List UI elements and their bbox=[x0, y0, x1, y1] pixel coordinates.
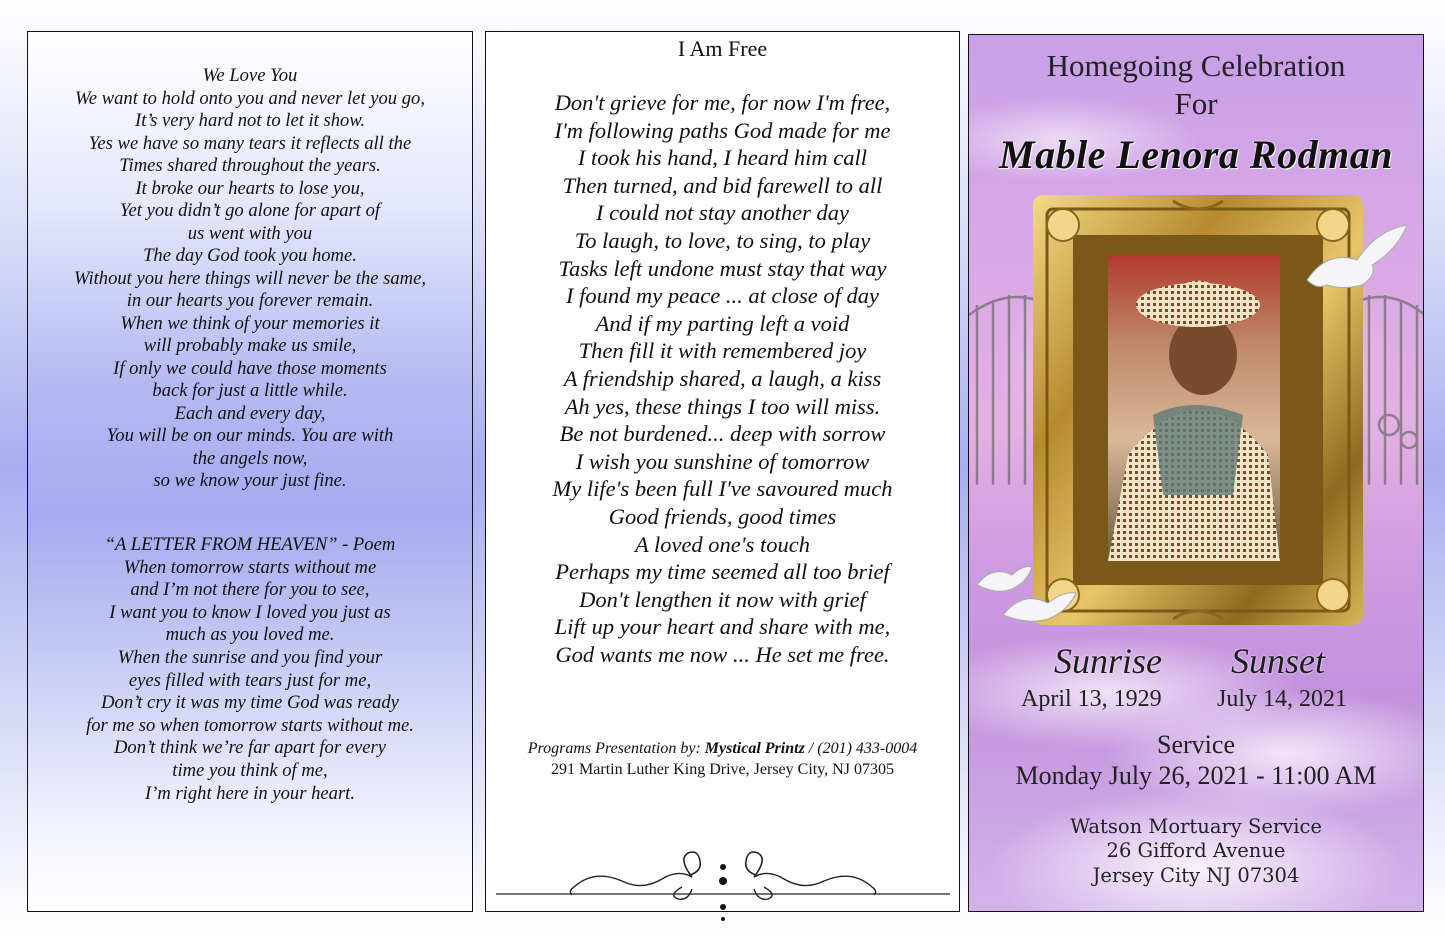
poem-line: the angels now, bbox=[192, 447, 308, 469]
dove-icon bbox=[1287, 220, 1417, 310]
poem-line: I took his hand, I heard him call bbox=[577, 145, 868, 171]
poem-line: I’m right here in your heart. bbox=[144, 782, 355, 804]
poem-line: Don’t cry it was my time God was ready bbox=[101, 692, 399, 714]
poem-line: Tasks left undone must stay that way bbox=[558, 255, 887, 281]
sunrise-label: Sunrise bbox=[1054, 641, 1162, 681]
poem-line: Times shared throughout the years. bbox=[119, 155, 381, 176]
cover-panel bbox=[968, 34, 1424, 912]
poem-line: I'm following paths God made for me bbox=[554, 117, 891, 143]
poem-line: We Love You bbox=[202, 65, 298, 86]
poem-line: To laugh, to love, to sing, to play bbox=[574, 227, 871, 253]
poem-line: eyes filled with tears just for me, bbox=[128, 669, 372, 691]
flourish-divider-icon bbox=[492, 847, 952, 927]
poem-line: God wants me now ... He set me free. bbox=[555, 641, 890, 667]
heading: Homegoing Celebration bbox=[1046, 48, 1346, 83]
poem-line: When tomorrow starts without me bbox=[123, 556, 377, 578]
poem-line: A loved one's touch bbox=[635, 531, 810, 557]
poem-line: for me so when tomorrow starts without me. bbox=[86, 714, 414, 736]
poem-line: Perhaps my time seemed all too brief bbox=[555, 559, 890, 585]
i-am-free-poem bbox=[486, 89, 959, 668]
poem-line: us went with you bbox=[187, 222, 313, 244]
heading-for: For bbox=[1174, 86, 1218, 121]
poem-line: Be not burdened... deep with sorrow bbox=[559, 421, 886, 447]
poem-line: I found my peace ... at close of day bbox=[565, 283, 880, 309]
service-datetime: Monday July 26, 2021 - 11:00 AM bbox=[1015, 761, 1377, 790]
poem-line: back for just a little while. bbox=[152, 380, 348, 401]
poem-line: Yet you didn’t go alone for apart of bbox=[119, 200, 381, 221]
poem-line: Then fill it with remembered joy bbox=[578, 338, 867, 364]
letter-from-heaven-poem bbox=[28, 534, 472, 805]
credits-prefix: Programs Presentation by: bbox=[527, 740, 705, 757]
death-date: July 14, 2021 bbox=[1217, 686, 1348, 712]
poem-line: much as you loved me. bbox=[165, 624, 335, 646]
poem-line: And if my parting left a void bbox=[595, 310, 850, 336]
portrait-photo bbox=[1108, 255, 1280, 561]
poem-line: The day God took you home. bbox=[143, 245, 357, 266]
poem-line: I want you to know I loved you just as bbox=[109, 601, 391, 623]
poem-line: Good friends, good times bbox=[608, 503, 837, 529]
we-love-you-poem bbox=[28, 65, 472, 493]
poem-line: It’s very hard not to let it show. bbox=[135, 110, 365, 131]
venue-name: Watson Mortuary Service bbox=[1070, 815, 1322, 838]
venue-city: Jersey City NJ 07304 bbox=[1092, 864, 1300, 887]
poem-line: Don't grieve for me, for now I'm free, bbox=[554, 90, 891, 115]
credits-address: 291 Martin Luther King Drive, Jersey City, NJ 07305 bbox=[551, 761, 894, 778]
poem-line: Lift up your heart and share with me, bbox=[554, 614, 891, 640]
poem-line: You will be on our minds. You are with bbox=[106, 425, 394, 446]
poem-line: We want to hold onto you and never let you go, bbox=[75, 87, 425, 109]
poem-line: Ah yes, these things I too will miss. bbox=[564, 393, 881, 419]
birth-date: April 13, 1929 bbox=[1021, 686, 1162, 712]
deceased-name: Mable Lenora Rodman bbox=[999, 132, 1393, 177]
poem-line: Don’t think we’re far apart for every bbox=[114, 737, 386, 759]
poem-line: A friendship shared, a laugh, a kiss bbox=[563, 365, 882, 391]
poem-line: When we think of your memories it bbox=[120, 312, 380, 334]
middle-poem-panel bbox=[485, 31, 960, 912]
poem-line: My life's been full I've savoured much bbox=[552, 476, 893, 502]
poem-line: will probably make us smile, bbox=[143, 335, 357, 356]
poem-line: “A LETTER FROM HEAVEN” - Poem bbox=[104, 534, 396, 555]
credits-company: Mystical Printz bbox=[704, 740, 805, 757]
poem-line: If only we could have those moments bbox=[113, 357, 387, 379]
program-credits bbox=[486, 738, 959, 780]
poem-line: It broke our hearts to lose you, bbox=[135, 177, 365, 199]
poem-title: I Am Free bbox=[677, 36, 768, 61]
poem-line: When the sunrise and you find your bbox=[117, 646, 383, 668]
poem-line: I could not stay another day bbox=[595, 200, 850, 226]
poem-line: Each and every day, bbox=[174, 402, 326, 424]
poem-line: in our hearts you forever remain. bbox=[126, 290, 374, 311]
venue-street: 26 Gifford Avenue bbox=[1106, 839, 1286, 862]
poem-line: Then turned, and bid farewell to all bbox=[562, 172, 883, 198]
left-poem-panel bbox=[27, 31, 473, 912]
poem-line: time you think of me, bbox=[172, 759, 328, 781]
poem-line: Without you here things will never be the same, bbox=[73, 267, 426, 289]
poem-line: Don't lengthen it now with grief bbox=[579, 586, 866, 612]
sunset-label: Sunset bbox=[1231, 641, 1325, 681]
service-label: Service bbox=[1157, 730, 1235, 759]
credits-phone: / (201) 433-0004 bbox=[804, 740, 918, 757]
doves-icon bbox=[973, 555, 1083, 635]
poem-line: I wish you sunshine of tomorrow bbox=[575, 448, 870, 474]
poem-line: Yes we have so many tears it reflects all the bbox=[88, 132, 412, 154]
poem-line: and I’m not there for you to see, bbox=[130, 579, 370, 601]
poem-line: so we know your just fine. bbox=[153, 470, 347, 491]
